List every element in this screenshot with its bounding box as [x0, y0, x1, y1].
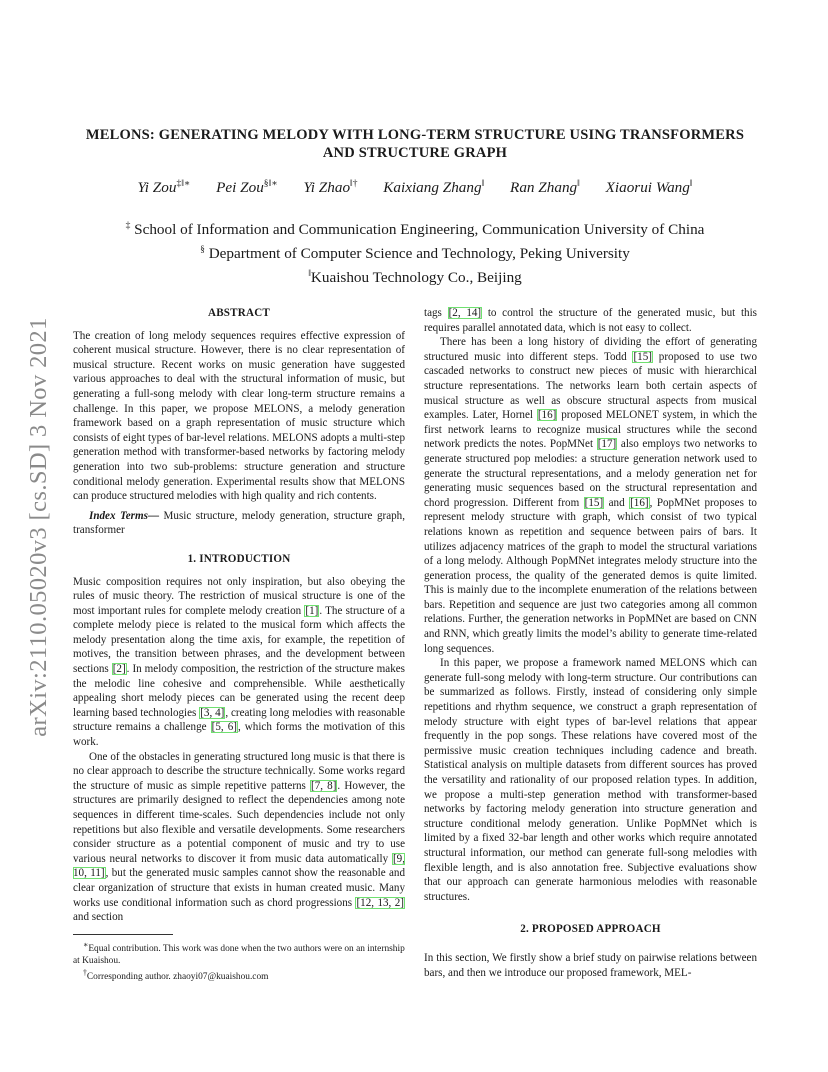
- author-list: [60, 178, 770, 197]
- left-column: [73, 306, 405, 925]
- author: Xiaorui Wang‖: [605, 179, 693, 197]
- body-paragraph: There has been a long history of dividing the effort of generating structured music into different steps. Todd [15] proposed to use two cascaded networks to construct new pieces of music with hierarchical structure representations. The networks learn both certain aspects of musical structure as well as obscure structural aspects from musical examples. Later, Hornel [16] proposed MELONET system, in which the first network learns to recognize musical structures while the second network predicts the notes. PopMNet [17] also employs two networks to generate structured pop melodies: a structure generation network used to generate the structural representations, and a melody generation net for generating music sequences based on the structural representation and chord progression. Different from [15] and [16], PopMNet proposes to represent melody structure with graph, which consist of two typical relations known as repetition and sequence between pairs of bars. It utilizes adjacency matrices of the graph to model the structural variations of a long melody. Although PopMNet integrates melody structure into the generation process, the quality of the generated demos is quite limited. This is mainly due to the incomplete enumeration of the relations between bars. Repetition and sequence are just two categories among all common relations. Further, the generation networks in PopMNet are based on CNN and RNN, which greatly limits the model’s ability to generate time-related long sequences.: [424, 336, 757, 655]
- citation-link[interactable]: [3, 4]: [200, 706, 225, 719]
- affiliation: § Department of Computer Science and Technology, Peking University: [200, 245, 630, 263]
- citation-link[interactable]: [9, 10, 11]: [73, 852, 405, 880]
- index-terms: Index Terms— Music structure, melody generation, structure graph, transformer: [73, 509, 406, 537]
- footnotes: [73, 934, 405, 983]
- footnote: †Corresponding author. zhaoyi07@kuaishou.com: [83, 968, 269, 983]
- citation-link[interactable]: [16]: [537, 409, 557, 422]
- citation-link[interactable]: [15]: [633, 350, 652, 363]
- intro-paragraph: Music composition requires not only inspiration, but also obeying the rules of music theory. The restriction of musical structure is one of the most important rules for complete melody creation [1]. The structure of a complete melody piece is related to the musical form which affects the melody presentation along the time axis, for example, the repetition of motives, the transition between phrases, and the development between sections [2]. In melody composition, the restriction of the structure makes the melodic line cohesive and comprehensible. While aesthetically appealing short melody pieces can be generated using the recent deep learning based technologies [3, 4], creating long melodies with reasonable structure remains a challenge [5, 6], which forms the motivation of this work.: [73, 575, 406, 749]
- citation-link[interactable]: [7, 8]: [311, 779, 337, 792]
- citation-link[interactable]: [15]: [584, 496, 604, 509]
- author: Kaixiang Zhang‖: [383, 179, 485, 197]
- affiliation: ‖Kuaishou Technology Co., Beijing: [308, 269, 522, 287]
- body-paragraph: In this section, We firstly show a brief study on pairwise relations between bars, and then we introduce our proposed framework, MEL-: [424, 951, 757, 979]
- affiliation: ‡ School of Information and Communication Engineering, Communication University of China: [125, 221, 705, 239]
- abstract-heading: ABSTRACT: [207, 307, 270, 319]
- intro-paragraph: One of the obstacles in generating structured long music is that there is no clear approach to describe the structure technically. Some works regard the structure of music as simple repetitive patterns [7, 8]. However, the structures are primarily designed to reflect the dependencies among note sequences in different time-scales. Such dependencies include not only repetitions but also flexible and versatile developments. Some researchers consider structure as a potential component of music and try to use various neural networks to discover it from music data automatically [9, 10, 11], but the generated music samples cannot show the reasonable and clear organization of structure that exists in human created music. Many works use conditional information such as chord progressions [12, 13, 2] and section: [73, 750, 405, 924]
- arxiv-stamp: [17, 292, 61, 762]
- footnote: ∗Equal contribution. This work was done when the two authors were on an internship at Kuaishou.: [73, 940, 405, 967]
- abstract-text: The creation of long melody sequences requires effective expression of coherent musical structure. However, there is no clear representation of musical structure. Recent works on music generation have suggested various approaches to deal with the structural information of music, but generating a full-song melody with clear long-term structure remains a challenge. In this paper, we propose MELONS, a melody generation framework based on a graph representation of music structure which consists of eight types of bar-level relations. MELONS adopts a multi-step generation method with transformer-based networks by factoring melody generation into two sub-problems: structure generation and structure conditional melody generation. Experimental results show that MELONS can produce structured melodies with high quality and rich contents.: [73, 329, 405, 503]
- section-2-heading: 2. PROPOSED APPROACH: [520, 923, 661, 936]
- citation-link[interactable]: [16]: [630, 496, 649, 509]
- body-paragraph: tags [2, 14] to control the structure of the generated music, but this requires parallel annotated data, which is not easy to collect.: [424, 307, 757, 334]
- author: Yi Zou‡‖∗: [137, 179, 191, 197]
- author: Ran Zhang‖: [510, 179, 580, 197]
- right-column: [424, 306, 757, 980]
- citation-link[interactable]: [12, 13, 2]: [356, 896, 404, 909]
- footnote-rule: [73, 934, 173, 935]
- arxiv-id[interactable]: arXiv:2110.05020v3 [cs.SD] 3 Nov 2021: [25, 317, 52, 737]
- citation-link[interactable]: [2, 14]: [448, 307, 482, 319]
- intro-heading: 1. INTRODUCTION: [187, 552, 291, 565]
- citation-link[interactable]: [2]: [112, 663, 126, 676]
- affiliation-list: [60, 216, 770, 288]
- author: Pei Zou§‖∗: [216, 179, 278, 197]
- citation-link[interactable]: [5, 6]: [211, 721, 237, 734]
- index-terms-label: Index Terms—: [89, 509, 160, 522]
- paper-title: MELONS: GENERATING MELODY WITH LONG-TERM STRUCTURE USING TRANSFORMERS AND STRUCTURE GRAPH: [85, 127, 745, 161]
- citation-link[interactable]: [1]: [305, 604, 319, 617]
- citation-link[interactable]: [17]: [597, 438, 617, 451]
- body-paragraph: In this paper, we propose a framework named MELONS which can generate full-song melody with long-term structure. Our contributions can be summarized as follows. Firstly, instead of considering only simple repetitions and rhythm sequence, we construct a graph representation of melody structure with eight types of bar-level relations that appear frequently in the pop songs. These relations have covered most of the permissive music creation techniques including cadence and breath. Statistical analysis on multiple datasets from different sources has proved the versatility and rationality of our proposed relation types. In addition, we propose a multi-step generation method with transformer-based networks by factoring melody generation into structure generation and structure conditional melody generation. Unlike PopMNet which is limited by a fixed 32-bar length and other works which require annotated structural information, our method can generate full-song melodies with flexible length, and is also annotation free. Subjective evaluations show that our approach can generate harmonious melodies with reasonable structures.: [424, 657, 757, 903]
- author: Yi Zhao‖†: [303, 179, 358, 197]
